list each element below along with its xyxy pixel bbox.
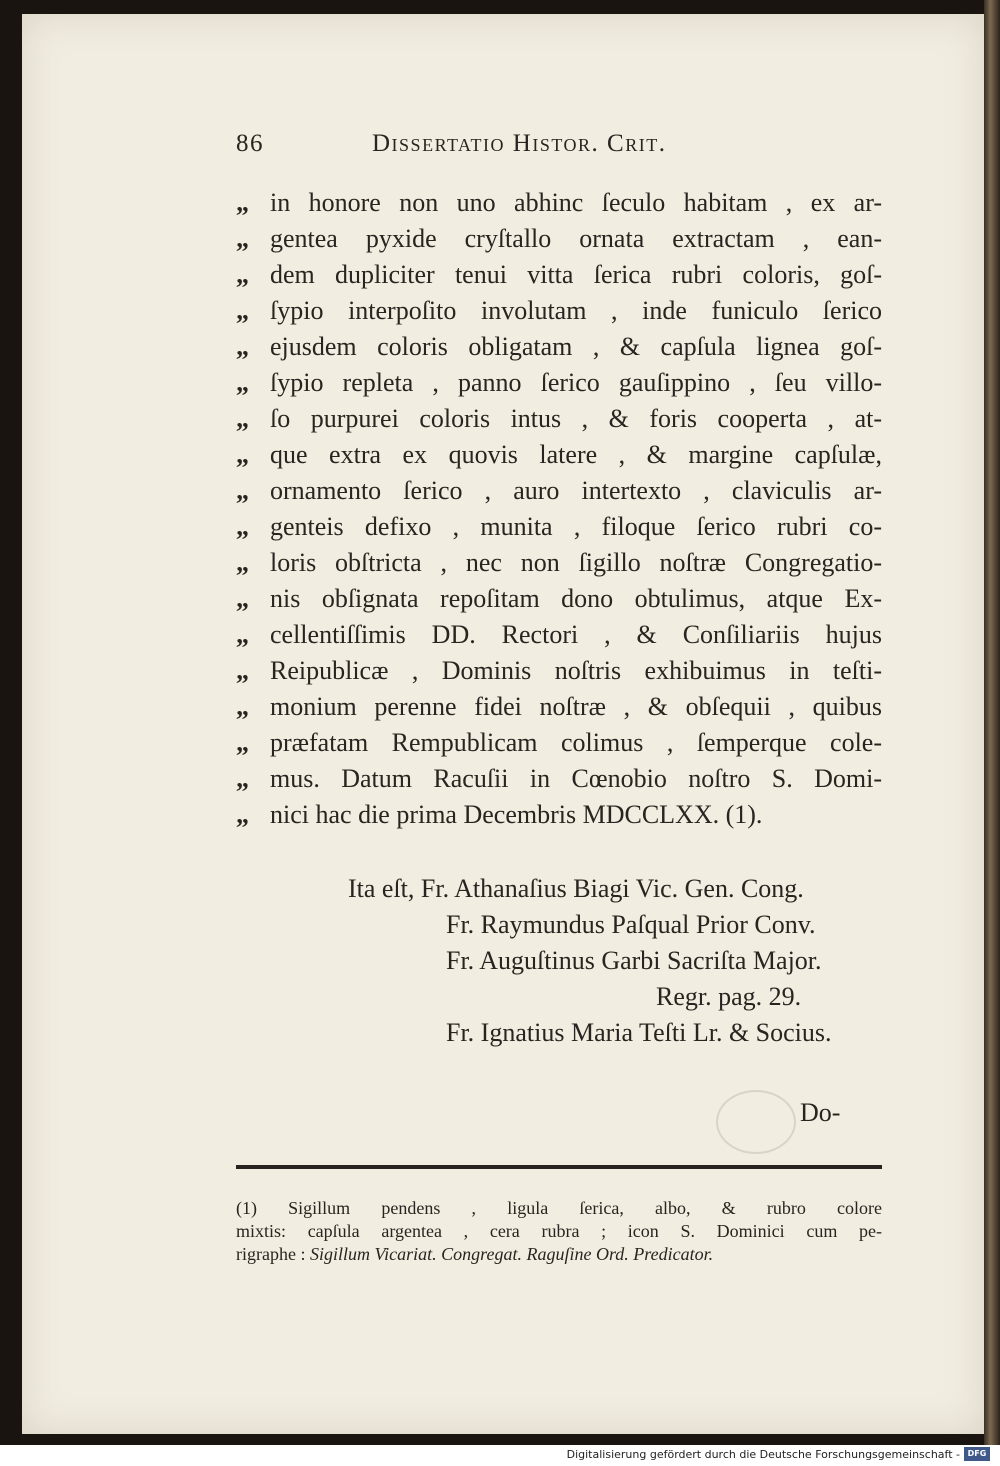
footer-bar [0, 1445, 1000, 1466]
page-number: 86 [236, 130, 264, 157]
footnote-line [236, 1244, 882, 1267]
footnote-rule [236, 1165, 882, 1169]
text-line [0, 440, 1000, 476]
quote-mark: „ [236, 548, 249, 577]
footnote-line: (1) Sigillum pendens , ligula ſerica, albo, & rubro colore [236, 1198, 882, 1218]
text-line [0, 800, 1000, 836]
line-text: ſypio repleta , panno ſerico gauſippino , ſeu villo- [270, 368, 882, 397]
quote-mark: „ [236, 368, 249, 397]
quote-mark: „ [236, 476, 249, 505]
text-line [0, 728, 1000, 764]
line-text: nis obſignata repoſitam dono obtulimus, atque Ex- [270, 584, 882, 613]
running-header [0, 130, 1000, 170]
quote-mark: „ [236, 692, 249, 721]
line-text: Reipublicæ , Dominis noſtris exhibuimus in teſti- [270, 656, 882, 685]
quote-mark: „ [236, 728, 249, 757]
quote-mark: „ [236, 440, 249, 469]
signature-line: Ita eſt, Fr. Athanaſius Biagi Vic. Gen. Cong. [348, 874, 804, 903]
text-line [0, 584, 1000, 620]
line-text: gentea pyxide cryſtallo ornata extractam , ean- [270, 224, 882, 253]
signature-line: Fr. Ignatius Maria Teſti Lr. & Socius. [446, 1018, 832, 1047]
quote-mark: „ [236, 800, 249, 829]
text-line [0, 548, 1000, 584]
line-text: cellentiſſimis DD. Rectori , & Conſiliariis hujus [270, 620, 882, 649]
line-text: dem dupliciter tenui vitta ſerica rubri coloris, goſ- [270, 260, 882, 289]
text-line [0, 368, 1000, 404]
text-line [0, 476, 1000, 512]
footnote [236, 1198, 882, 1267]
quote-mark: „ [236, 764, 249, 793]
signature-line: Fr. Raymundus Paſqual Prior Conv. [446, 910, 816, 939]
quote-mark: „ [236, 620, 249, 649]
dfg-logo: DFG [964, 1447, 990, 1461]
text-line [0, 332, 1000, 368]
quote-mark: „ [236, 512, 249, 541]
quote-mark: „ [236, 584, 249, 613]
quote-mark: „ [236, 188, 249, 217]
text-line [0, 620, 1000, 656]
library-stamp [716, 1090, 796, 1154]
line-text: que extra ex quovis latere , & margine capſulæ, [270, 440, 882, 469]
line-text: ſo purpurei coloris intus , & foris cooperta , at- [270, 404, 882, 433]
running-title: Dissertatio Histor. Crit. [372, 130, 667, 157]
line-text: genteis defixo , munita , filoque ſerico rubri co- [270, 512, 882, 541]
line-text: mus. Datum Racuſii in Cœnobio noſtro S. Domi- [270, 764, 882, 793]
quote-mark: „ [236, 224, 249, 253]
text-line [0, 260, 1000, 296]
line-text: loris obſtricta , nec non ſigillo noſtræ Congregatio- [270, 548, 882, 577]
line-text: ejusdem coloris obligatam , & capſula lignea goſ- [270, 332, 882, 361]
register-reference: Regr. pag. 29. [656, 982, 802, 1011]
catchword: Do- [800, 1098, 841, 1127]
line-text: in honore non uno abhinc ſeculo habitam , ex ar- [270, 188, 882, 217]
signature-line: Fr. Auguſtinus Garbi Sacriſta Major. [446, 946, 822, 975]
line-text: ornamento ſerico , auro intertexto , claviculis ar- [270, 476, 882, 505]
text-line [0, 656, 1000, 692]
text-line [0, 296, 1000, 332]
quote-mark: „ [236, 296, 249, 325]
line-text: monium perenne fidei noſtræ , & obſequii , quibus [270, 692, 882, 721]
line-text: ſypio interpoſito involutam , inde funiculo ſerico [270, 296, 882, 325]
text-line [0, 764, 1000, 800]
text-line [0, 692, 1000, 728]
line-text: nici hac die prima Decembris MDCCLXX. (1). [270, 800, 763, 829]
line-text: præfatam Rempublicam colimus , ſemperque cole- [270, 728, 882, 757]
quote-mark: „ [236, 404, 249, 433]
quote-mark: „ [236, 260, 249, 289]
quote-mark: „ [236, 332, 249, 361]
seal-inscription: Sigillum Vicariat. Congregat. Raguſine Ord. Predicator. [309, 1244, 714, 1264]
quote-mark: „ [236, 656, 249, 685]
funding-credit: Digitalisierung gefördert durch die Deutsche Forschungsgemeinschaft - [566, 1448, 960, 1461]
text-line [0, 188, 1000, 224]
text-line [0, 404, 1000, 440]
footnote-text: rigraphe : [236, 1244, 306, 1264]
footnote-line: mixtis: capſula argentea , cera rubra ; icon S. Dominici cum pe- [236, 1221, 882, 1241]
text-line [0, 224, 1000, 260]
text-line [0, 512, 1000, 548]
